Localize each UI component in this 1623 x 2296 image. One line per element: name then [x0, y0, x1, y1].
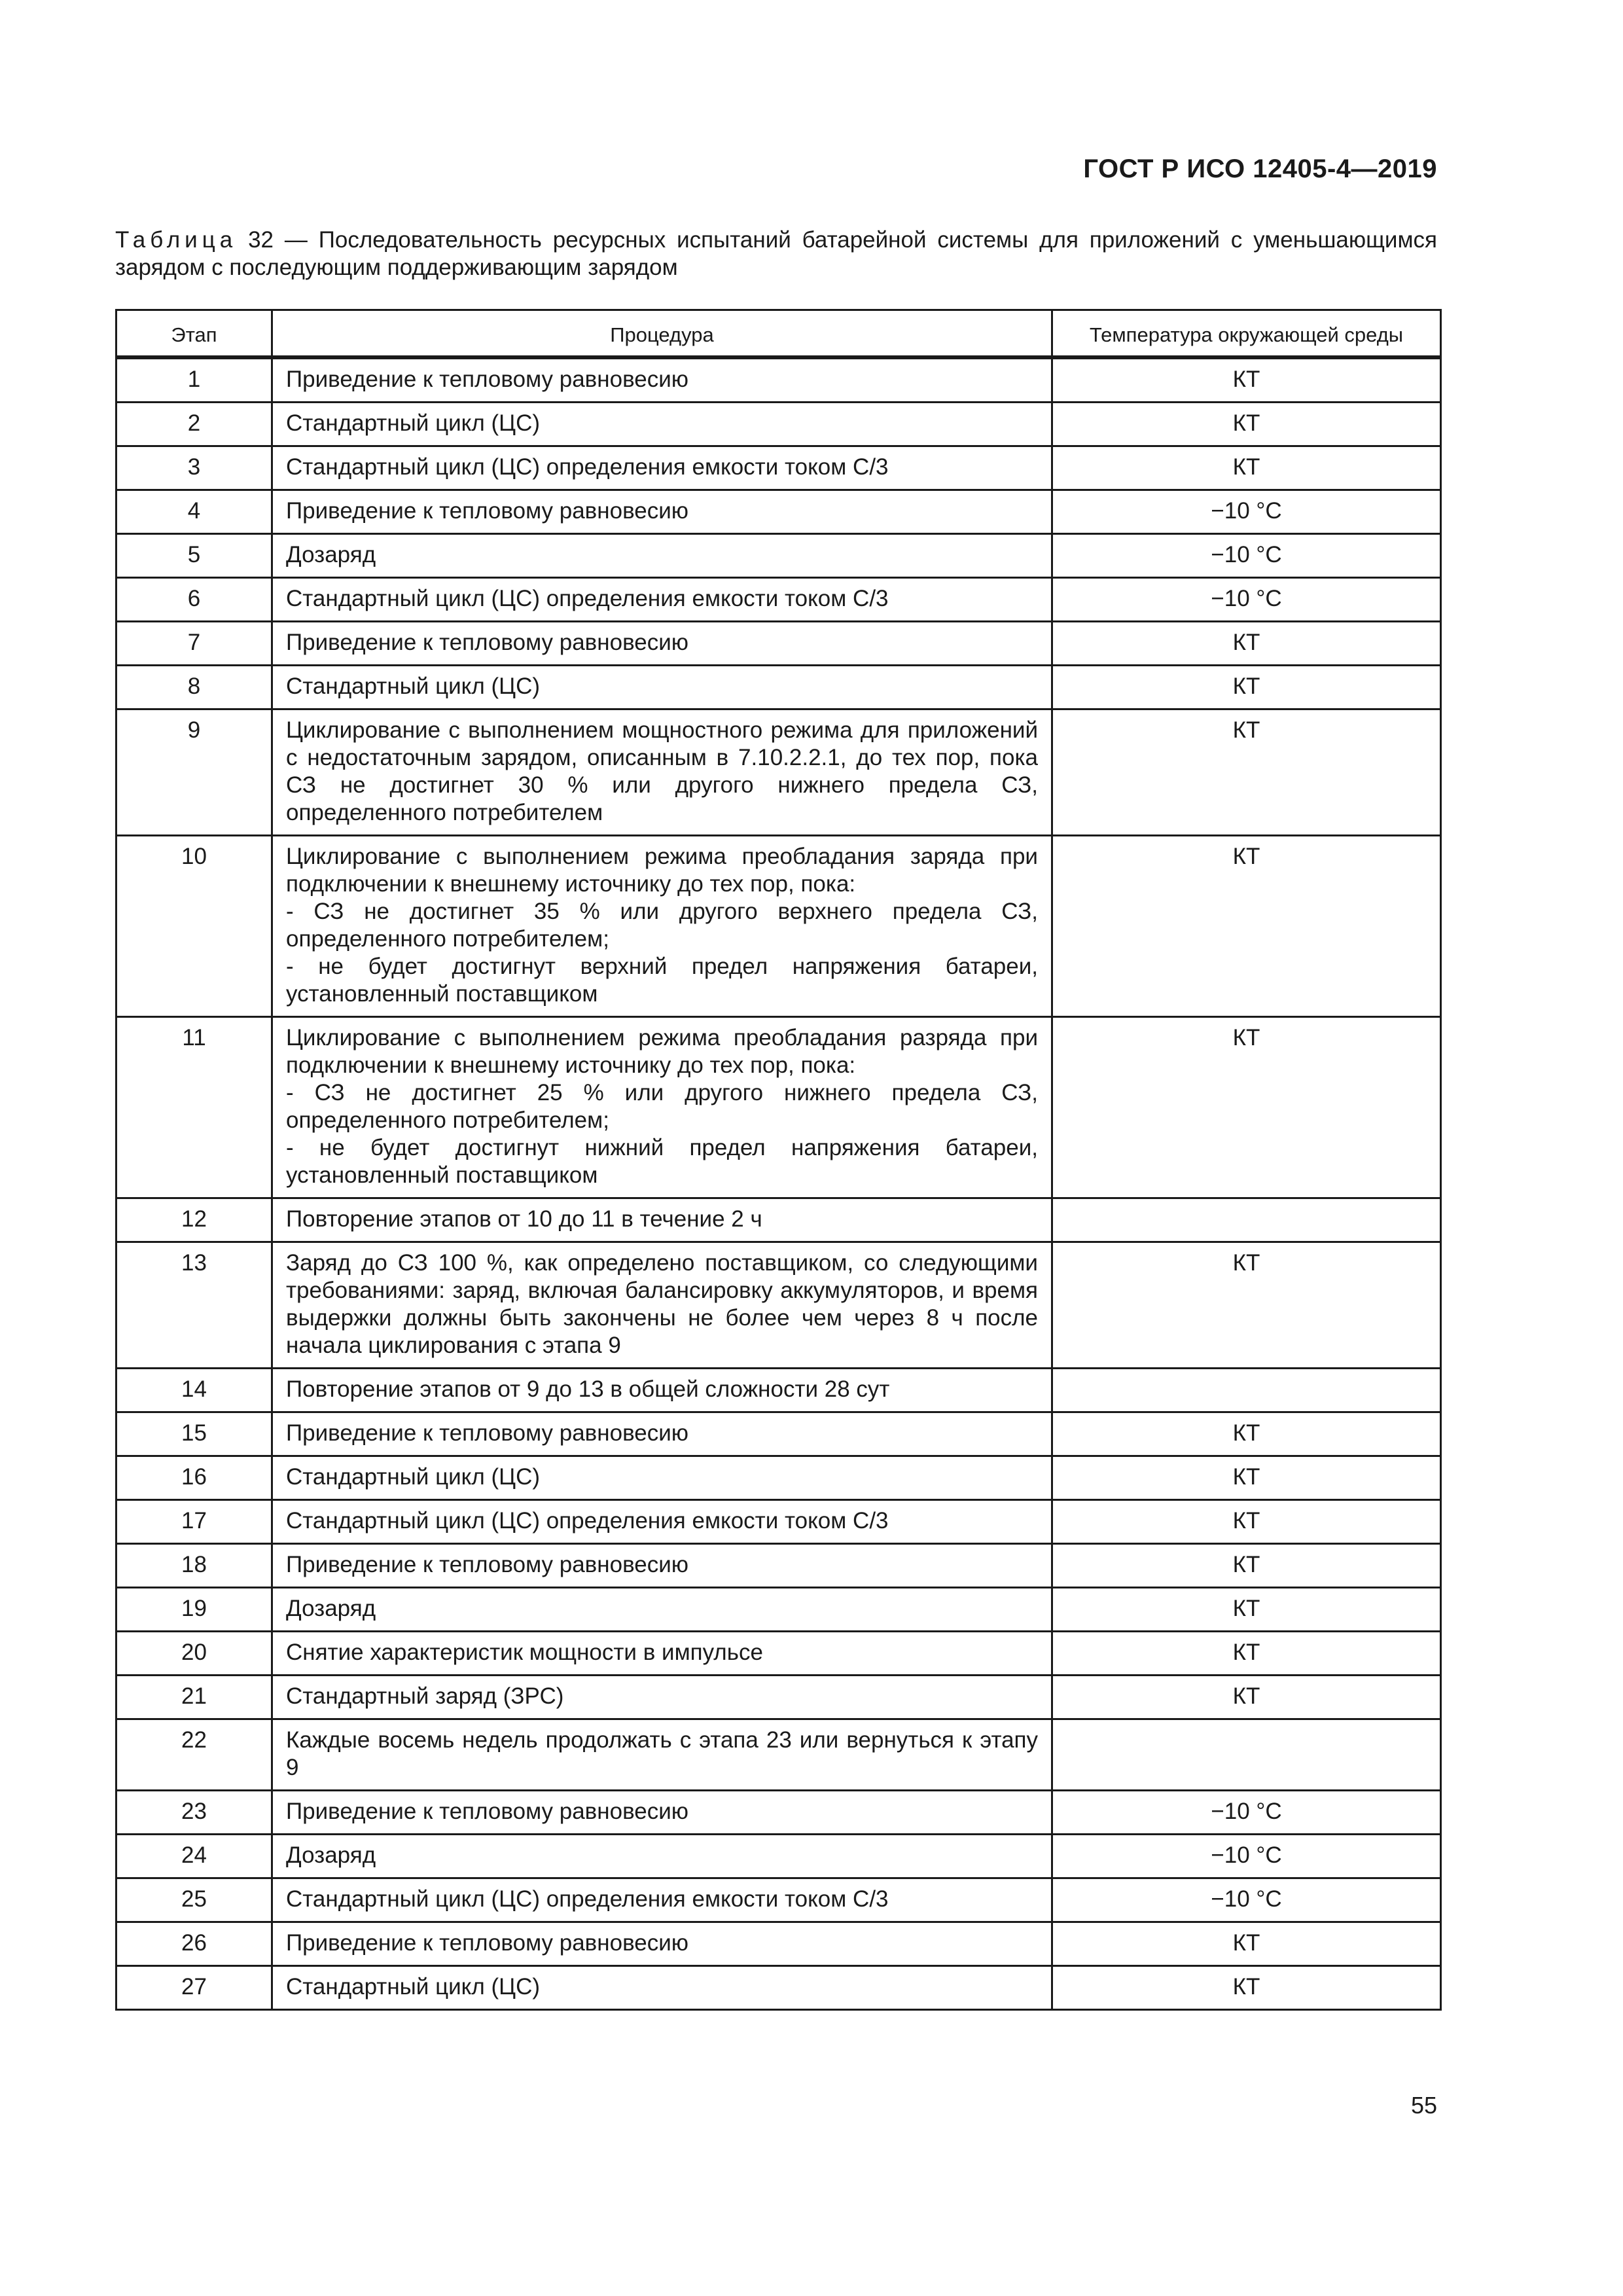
table-row: [116, 357, 1441, 403]
procedure-cell: Стандартный цикл (ЦС): [272, 403, 1052, 446]
table-row: [116, 666, 1441, 709]
procedure-cell: Дозаряд: [272, 1588, 1052, 1632]
step-cell: 6: [116, 578, 272, 622]
step-cell: 20: [116, 1632, 272, 1676]
temperature-cell: КТ: [1052, 1456, 1441, 1500]
table-caption: [115, 226, 1437, 281]
procedure-cell: Приведение к тепловому равновесию: [272, 357, 1052, 403]
procedure-cell: Приведение к тепловому равновесию: [272, 622, 1052, 666]
temperature-cell: КТ: [1052, 622, 1441, 666]
table-row: [116, 446, 1441, 490]
temperature-cell: КТ: [1052, 403, 1441, 446]
step-cell: 14: [116, 1369, 272, 1412]
table-row: [116, 1966, 1441, 2010]
procedure-cell: Дозаряд: [272, 534, 1052, 578]
table-header-row: [116, 310, 1441, 358]
step-cell: 19: [116, 1588, 272, 1632]
step-cell: 9: [116, 709, 272, 836]
procedure-cell: Повторение этапов от 9 до 13 в общей сложности 28 сут: [272, 1369, 1052, 1412]
temperature-cell: КТ: [1052, 446, 1441, 490]
temperature-cell: КТ: [1052, 1676, 1441, 1719]
procedure-cell: Стандартный цикл (ЦС): [272, 1966, 1052, 2010]
table-row: [116, 1198, 1441, 1242]
step-cell: 7: [116, 622, 272, 666]
table-caption-text: 32 — Последовательность ресурсных испытаний батарейной системы для приложений с уменьшающимся зарядом с последующим поддерживающим зарядом: [115, 227, 1437, 280]
step-cell: 15: [116, 1412, 272, 1456]
procedure-cell: Стандартный цикл (ЦС) определения емкости током С/3: [272, 1878, 1052, 1922]
temperature-cell: КТ: [1052, 1966, 1441, 2010]
step-cell: 16: [116, 1456, 272, 1500]
temperature-cell: КТ: [1052, 666, 1441, 709]
header-temperature: Температура окружающей среды: [1052, 310, 1441, 358]
table-row: [116, 1017, 1441, 1198]
step-cell: 26: [116, 1922, 272, 1966]
table-row: [116, 1500, 1441, 1544]
table-row: [116, 1719, 1441, 1791]
procedure-cell: Приведение к тепловому равновесию: [272, 1412, 1052, 1456]
procedure-cell: Повторение этапов от 10 до 11 в течение 2 ч: [272, 1198, 1052, 1242]
temperature-cell: [1052, 1369, 1441, 1412]
table-row: [116, 622, 1441, 666]
table-row: [116, 709, 1441, 836]
temperature-cell: КТ: [1052, 1412, 1441, 1456]
table-caption-label: Таблица: [115, 227, 238, 253]
temperature-cell: КТ: [1052, 1588, 1441, 1632]
table-body: [116, 357, 1441, 2010]
temperature-cell: КТ: [1052, 1242, 1441, 1369]
procedure-cell: Приведение к тепловому равновесию: [272, 1544, 1052, 1588]
step-cell: 8: [116, 666, 272, 709]
procedure-cell: Дозаряд: [272, 1835, 1052, 1878]
step-cell: 1: [116, 357, 272, 403]
table-row: [116, 1676, 1441, 1719]
table-row: [116, 1791, 1441, 1835]
header-step: Этап: [116, 310, 272, 358]
table-row: [116, 1242, 1441, 1369]
table-row: [116, 1588, 1441, 1632]
temperature-cell: КТ: [1052, 357, 1441, 403]
table-row: [116, 578, 1441, 622]
table-row: [116, 836, 1441, 1017]
step-cell: 10: [116, 836, 272, 1017]
step-cell: 3: [116, 446, 272, 490]
step-cell: 23: [116, 1791, 272, 1835]
step-cell: 18: [116, 1544, 272, 1588]
table-row: [116, 534, 1441, 578]
procedure-cell: Стандартный цикл (ЦС): [272, 666, 1052, 709]
table-row: [116, 1878, 1441, 1922]
step-cell: 22: [116, 1719, 272, 1791]
procedure-cell: Каждые восемь недель продолжать с этапа 23 или вернуться к этапу 9: [272, 1719, 1052, 1791]
step-cell: 17: [116, 1500, 272, 1544]
step-cell: 27: [116, 1966, 272, 2010]
procedure-cell: Циклирование с выполнением режима преобладания разряда при подключении к внешнему источнику до тех пор, пока: - СЗ не достигнет 25 % или другого нижнего предела СЗ, определенного потребителем; - не будет достигнут нижний предел напряжения батареи, установленный поставщиком: [272, 1017, 1052, 1198]
step-cell: 5: [116, 534, 272, 578]
table-row: [116, 1456, 1441, 1500]
temperature-cell: −10 °С: [1052, 1878, 1441, 1922]
procedure-cell: Стандартный цикл (ЦС) определения емкости током С/3: [272, 1500, 1052, 1544]
temperature-cell: КТ: [1052, 709, 1441, 836]
temperature-cell: [1052, 1198, 1441, 1242]
temperature-cell: КТ: [1052, 836, 1441, 1017]
test-sequence-table: [115, 309, 1442, 2011]
procedure-cell: Стандартный цикл (ЦС) определения емкости током С/3: [272, 446, 1052, 490]
step-cell: 24: [116, 1835, 272, 1878]
step-cell: 13: [116, 1242, 272, 1369]
procedure-cell: Стандартный цикл (ЦС): [272, 1456, 1052, 1500]
step-cell: 12: [116, 1198, 272, 1242]
table-row: [116, 1369, 1441, 1412]
procedure-cell: Циклирование с выполнением мощностного режима для приложений с недостаточным зарядом, описанным в 7.10.2.2.1, до тех пор, пока СЗ не достигнет 30 % или другого нижнего предела СЗ, определенного потребителем: [272, 709, 1052, 836]
procedure-cell: Приведение к тепловому равновесию: [272, 490, 1052, 534]
step-cell: 11: [116, 1017, 272, 1198]
temperature-cell: КТ: [1052, 1922, 1441, 1966]
temperature-cell: −10 °С: [1052, 578, 1441, 622]
step-cell: 4: [116, 490, 272, 534]
step-cell: 21: [116, 1676, 272, 1719]
table-row: [116, 403, 1441, 446]
procedure-cell: Приведение к тепловому равновесию: [272, 1922, 1052, 1966]
table-row: [116, 1544, 1441, 1588]
page-number: 55: [1410, 2092, 1437, 2119]
temperature-cell: −10 °С: [1052, 534, 1441, 578]
standard-code-header: ГОСТ Р ИСО 12405-4—2019: [1083, 154, 1437, 183]
step-cell: 2: [116, 403, 272, 446]
procedure-cell: Снятие характеристик мощности в импульсе: [272, 1632, 1052, 1676]
temperature-cell: КТ: [1052, 1544, 1441, 1588]
procedure-cell: Приведение к тепловому равновесию: [272, 1791, 1052, 1835]
temperature-cell: −10 °С: [1052, 1835, 1441, 1878]
temperature-cell: −10 °С: [1052, 1791, 1441, 1835]
temperature-cell: КТ: [1052, 1500, 1441, 1544]
temperature-cell: КТ: [1052, 1017, 1441, 1198]
table-row: [116, 1632, 1441, 1676]
step-cell: 25: [116, 1878, 272, 1922]
procedure-cell: Заряд до СЗ 100 %, как определено поставщиком, со следующими требованиями: заряд, включая балансировку аккумуляторов, и время выдержки должны быть закончены не более чем через 8 ч после начала циклирования с этапа 9: [272, 1242, 1052, 1369]
procedure-cell: Циклирование с выполнением режима преобладания заряда при подключении к внешнему источнику до тех пор, пока: - СЗ не достигнет 35 % или другого верхнего предела СЗ, определенного потребителем; - не будет достигнут верхний предел напряжения батареи, установленный поставщиком: [272, 836, 1052, 1017]
table-row: [116, 1835, 1441, 1878]
procedure-cell: Стандартный цикл (ЦС) определения емкости током С/3: [272, 578, 1052, 622]
header-procedure: Процедура: [272, 310, 1052, 358]
procedure-cell: Стандартный заряд (ЗРС): [272, 1676, 1052, 1719]
temperature-cell: −10 °С: [1052, 490, 1441, 534]
table-row: [116, 490, 1441, 534]
table-row: [116, 1412, 1441, 1456]
temperature-cell: КТ: [1052, 1632, 1441, 1676]
temperature-cell: [1052, 1719, 1441, 1791]
table-row: [116, 1922, 1441, 1966]
